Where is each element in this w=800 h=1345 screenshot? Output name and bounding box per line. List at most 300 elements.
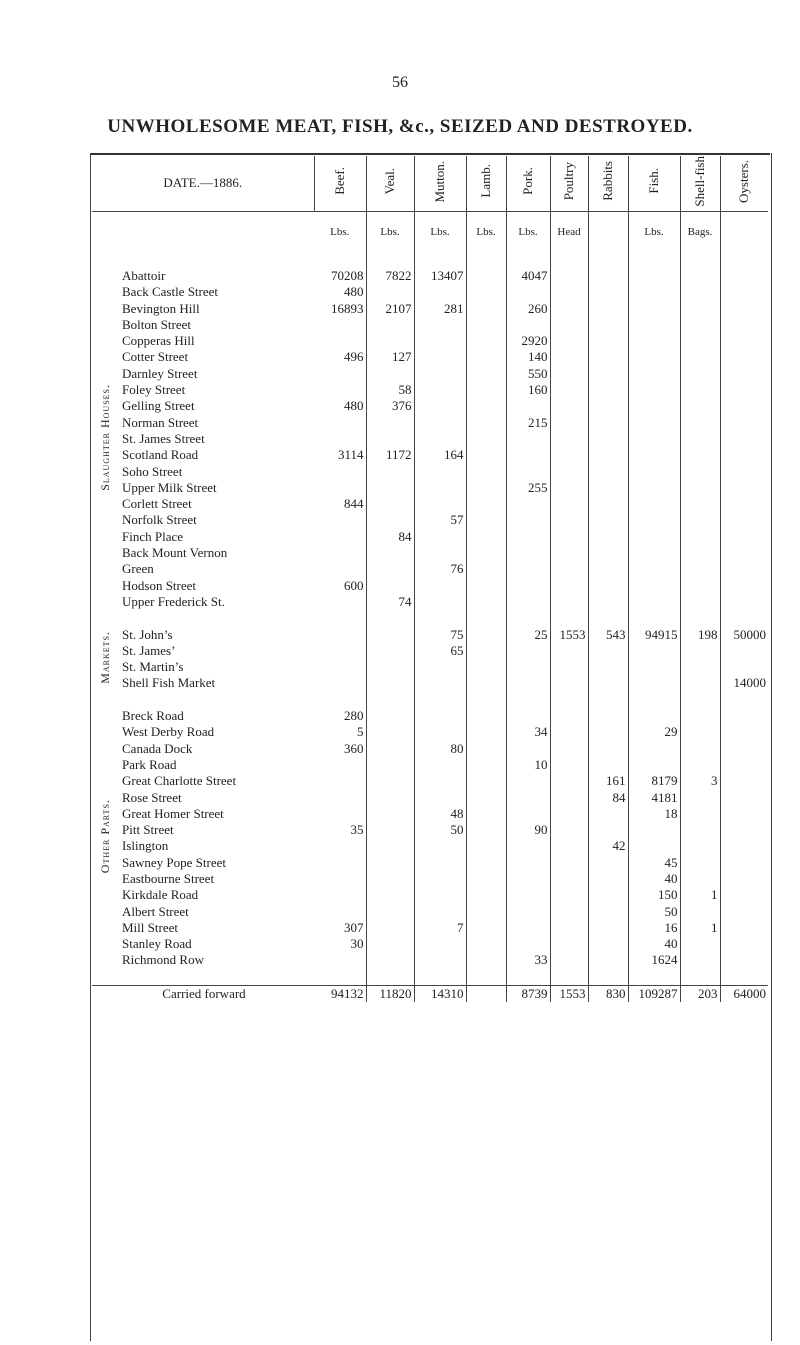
value-cell: [588, 529, 628, 545]
value-cell: [314, 480, 366, 496]
value-cell: [550, 415, 588, 431]
value-cell: [314, 529, 366, 545]
table-row: [92, 643, 768, 659]
value-cell: [628, 822, 680, 838]
value-cell: [680, 496, 720, 512]
value-cell: [680, 349, 720, 365]
value-cell: 58: [366, 382, 414, 398]
table-row: [92, 789, 768, 805]
value-cell: [506, 806, 550, 822]
value-cell: [550, 773, 588, 789]
value-cell: [588, 643, 628, 659]
table-row: [92, 447, 768, 463]
table-row: [92, 366, 768, 382]
value-cell: [588, 871, 628, 887]
value-cell: 25: [506, 626, 550, 642]
value-cell: [550, 545, 588, 561]
value-cell: [466, 594, 506, 610]
table-row: [92, 724, 768, 740]
value-cell: [720, 529, 768, 545]
value-cell: [588, 268, 628, 284]
place-name: Norfolk Street: [122, 512, 197, 528]
spacer-row: [92, 610, 768, 626]
place-name: St. James’: [122, 642, 176, 658]
value-cell: [506, 887, 550, 903]
value-cell: [414, 529, 466, 545]
value-cell: [466, 855, 506, 871]
place-name: Pitt Street: [122, 822, 174, 838]
value-cell: 84: [366, 529, 414, 545]
value-cell: [550, 431, 588, 447]
value-cell: [720, 333, 768, 349]
value-cell: [628, 740, 680, 756]
value-cell: [588, 333, 628, 349]
value-cell: [466, 643, 506, 659]
col-header-shellfish: Shell-fish: [692, 156, 707, 207]
table-row: [92, 333, 768, 349]
value-cell: [628, 349, 680, 365]
value-cell: [366, 903, 414, 919]
value-cell: 18: [628, 806, 680, 822]
value-cell: [588, 447, 628, 463]
value-cell: [680, 855, 720, 871]
value-cell: [680, 659, 720, 675]
value-cell: [720, 806, 768, 822]
place-name: Bevington Hill: [122, 300, 200, 316]
value-cell: [314, 871, 366, 887]
value-cell: [588, 496, 628, 512]
value-cell: [506, 871, 550, 887]
table-body: [92, 211, 768, 1002]
col-header-veal: Veal.: [382, 168, 397, 195]
value-cell: [720, 561, 768, 577]
place-name: St. Martin’s: [122, 659, 184, 675]
value-cell: [366, 317, 414, 333]
value-cell: [680, 838, 720, 854]
value-cell: [680, 806, 720, 822]
value-cell: [550, 936, 588, 952]
value-cell: 57: [414, 512, 466, 528]
value-cell: [588, 300, 628, 316]
value-cell: [680, 447, 720, 463]
value-cell: [720, 887, 768, 903]
value-cell: [550, 903, 588, 919]
place-name: Soho Street: [122, 463, 183, 479]
value-cell: [466, 773, 506, 789]
value-cell: [466, 659, 506, 675]
value-cell: [414, 952, 466, 968]
value-cell: [550, 300, 588, 316]
value-cell: [314, 594, 366, 610]
value-cell: [506, 545, 550, 561]
table-row: [92, 806, 768, 822]
value-cell: [314, 545, 366, 561]
value-cell: [720, 757, 768, 773]
value-cell: [466, 415, 506, 431]
value-cell: [366, 496, 414, 512]
value-cell: [466, 920, 506, 936]
value-cell: [720, 920, 768, 936]
value-cell: [366, 724, 414, 740]
value-cell: [588, 822, 628, 838]
value-cell: [628, 333, 680, 349]
value-cell: [466, 398, 506, 414]
value-cell: 70208: [314, 268, 366, 284]
value-cell: [414, 415, 466, 431]
value-cell: 844: [314, 496, 366, 512]
value-cell: [366, 708, 414, 724]
value-cell: [366, 431, 414, 447]
value-cell: [550, 366, 588, 382]
total-cell: [466, 985, 506, 1002]
value-cell: [506, 773, 550, 789]
value-cell: [414, 317, 466, 333]
value-cell: [680, 529, 720, 545]
value-cell: 84: [588, 789, 628, 805]
value-cell: 1553: [550, 626, 588, 642]
value-cell: [314, 643, 366, 659]
value-cell: [366, 789, 414, 805]
value-cell: [414, 708, 466, 724]
value-cell: [506, 317, 550, 333]
value-cell: 50000: [733, 626, 766, 642]
value-cell: 48: [414, 806, 466, 822]
value-cell: [628, 300, 680, 316]
value-cell: [466, 789, 506, 805]
value-cell: 94915: [628, 626, 680, 642]
total-cell: 14310: [414, 985, 466, 1002]
unit-label: [588, 211, 628, 252]
value-cell: [414, 578, 466, 594]
value-cell: [680, 268, 720, 284]
value-cell: [506, 789, 550, 805]
value-cell: [588, 740, 628, 756]
total-cell: 8739: [506, 985, 550, 1002]
place-name: Back Castle Street: [122, 284, 219, 300]
value-cell: [628, 268, 680, 284]
value-cell: [550, 398, 588, 414]
value-cell: [550, 920, 588, 936]
total-cell: 1553: [550, 985, 588, 1002]
value-cell: [720, 871, 768, 887]
value-cell: [466, 317, 506, 333]
value-cell: [720, 708, 768, 724]
value-cell: 150: [628, 887, 680, 903]
value-cell: [466, 431, 506, 447]
value-cell: [588, 903, 628, 919]
value-cell: [414, 594, 466, 610]
value-cell: 281: [414, 300, 466, 316]
value-cell: [680, 317, 720, 333]
value-cell: [466, 626, 506, 642]
value-cell: [366, 480, 414, 496]
value-cell: [366, 740, 414, 756]
value-cell: [506, 936, 550, 952]
place-name: Foley Street: [122, 382, 186, 398]
table-row: [92, 887, 768, 903]
value-cell: [680, 724, 720, 740]
value-cell: [414, 789, 466, 805]
value-cell: [414, 887, 466, 903]
value-cell: [720, 382, 768, 398]
units-row: [92, 211, 768, 252]
value-cell: [466, 757, 506, 773]
group-label-cell: [92, 708, 118, 969]
value-cell: 1172: [366, 447, 414, 463]
value-cell: [414, 496, 466, 512]
value-cell: [506, 708, 550, 724]
value-cell: [588, 431, 628, 447]
value-cell: [414, 366, 466, 382]
value-cell: [720, 317, 768, 333]
value-cell: [680, 545, 720, 561]
table-row: [92, 855, 768, 871]
value-cell: [680, 903, 720, 919]
value-cell: [314, 659, 366, 675]
value-cell: [628, 529, 680, 545]
value-cell: [466, 936, 506, 952]
table-row: [92, 496, 768, 512]
value-cell: 74: [366, 594, 414, 610]
value-cell: [588, 480, 628, 496]
value-cell: [506, 447, 550, 463]
value-cell: [506, 903, 550, 919]
value-cell: [680, 936, 720, 952]
value-cell: 16: [628, 920, 680, 936]
value-cell: [366, 366, 414, 382]
value-cell: [550, 952, 588, 968]
value-cell: [680, 284, 720, 300]
value-cell: [680, 578, 720, 594]
value-cell: [720, 463, 768, 479]
table-row: [92, 871, 768, 887]
place-name: St. John’s: [122, 626, 173, 642]
value-cell: [366, 463, 414, 479]
unit-label: Lbs.: [466, 211, 506, 252]
value-cell: [628, 838, 680, 854]
value-cell: [414, 333, 466, 349]
value-cell: [628, 545, 680, 561]
value-cell: 480: [314, 398, 366, 414]
value-cell: 307: [314, 920, 366, 936]
value-cell: [414, 284, 466, 300]
value-cell: [466, 561, 506, 577]
value-cell: [720, 594, 768, 610]
value-cell: [720, 431, 768, 447]
value-cell: 29: [628, 724, 680, 740]
value-cell: 30: [314, 936, 366, 952]
group-label-cell: [92, 626, 118, 691]
value-cell: [588, 936, 628, 952]
value-cell: [720, 855, 768, 871]
value-cell: [628, 757, 680, 773]
place-name: Darnley Street: [122, 365, 198, 381]
value-cell: [550, 724, 588, 740]
value-cell: [550, 512, 588, 528]
col-header-fish: Fish.: [646, 168, 661, 195]
place-name: Richmond Row: [122, 952, 204, 968]
value-cell: [414, 659, 466, 675]
value-cell: [506, 431, 550, 447]
table-row: [92, 529, 768, 545]
value-cell: [466, 382, 506, 398]
value-cell: [506, 284, 550, 300]
place-name: West Derby Road: [122, 724, 215, 740]
value-cell: 1624: [628, 952, 680, 968]
value-cell: [466, 887, 506, 903]
value-cell: 496: [314, 349, 366, 365]
value-cell: [366, 284, 414, 300]
value-cell: [680, 822, 720, 838]
value-cell: [588, 675, 628, 691]
value-cell: 76: [414, 561, 466, 577]
value-cell: [550, 789, 588, 805]
value-cell: [314, 675, 366, 691]
value-cell: [366, 415, 414, 431]
unit-label: Lbs.: [366, 211, 414, 252]
value-cell: [414, 431, 466, 447]
value-cell: [680, 643, 720, 659]
value-cell: [628, 382, 680, 398]
value-cell: [366, 578, 414, 594]
value-cell: [366, 333, 414, 349]
value-cell: 8179: [628, 773, 680, 789]
total-cell: 109287: [628, 985, 680, 1002]
place-name: Park Road: [122, 756, 177, 772]
group-name: Markets.: [98, 630, 112, 684]
table-row: [92, 300, 768, 316]
value-cell: [680, 463, 720, 479]
table-row: [92, 415, 768, 431]
unit-label: Lbs.: [414, 211, 466, 252]
value-cell: [466, 724, 506, 740]
col-header-rabbits: Rabbits: [600, 161, 615, 202]
value-cell: 50: [414, 822, 466, 838]
unit-label: Lbs.: [506, 211, 550, 252]
value-cell: 4047: [506, 268, 550, 284]
value-cell: [366, 822, 414, 838]
table-row: [92, 920, 768, 936]
total-cell: 11820: [366, 985, 414, 1002]
value-cell: [314, 903, 366, 919]
value-cell: [550, 871, 588, 887]
value-cell: [366, 659, 414, 675]
value-cell: [588, 366, 628, 382]
value-cell: [314, 431, 366, 447]
value-cell: 7822: [366, 268, 414, 284]
value-cell: [314, 366, 366, 382]
value-cell: [366, 626, 414, 642]
value-cell: [588, 659, 628, 675]
value-cell: [588, 349, 628, 365]
value-cell: [414, 545, 466, 561]
value-cell: [414, 675, 466, 691]
value-cell: 40: [628, 871, 680, 887]
value-cell: 50: [628, 903, 680, 919]
value-cell: 1: [680, 887, 720, 903]
value-cell: 255: [506, 480, 550, 496]
value-cell: [314, 806, 366, 822]
value-cell: [720, 936, 768, 952]
value-cell: 10: [506, 757, 550, 773]
value-cell: [314, 838, 366, 854]
value-cell: [506, 643, 550, 659]
value-cell: [506, 920, 550, 936]
value-cell: 16893: [314, 300, 366, 316]
value-cell: [628, 447, 680, 463]
value-cell: [466, 366, 506, 382]
total-cell: 94132: [314, 985, 366, 1002]
value-cell: [366, 936, 414, 952]
value-cell: [466, 496, 506, 512]
value-cell: 4181: [628, 789, 680, 805]
table-row: [92, 838, 768, 854]
value-cell: [720, 545, 768, 561]
value-cell: [720, 349, 768, 365]
value-cell: [506, 675, 550, 691]
value-cell: [466, 333, 506, 349]
value-cell: [680, 675, 720, 691]
value-cell: [466, 447, 506, 463]
table-row: [92, 578, 768, 594]
value-cell: [314, 561, 366, 577]
table-row: [92, 382, 768, 398]
group-name: Other Parts.: [98, 799, 112, 874]
value-cell: [588, 724, 628, 740]
value-cell: [466, 284, 506, 300]
value-cell: [550, 480, 588, 496]
value-cell: [414, 724, 466, 740]
value-cell: 198: [680, 626, 720, 642]
total-cell: 203: [680, 985, 720, 1002]
place-name: Islington: [122, 838, 169, 854]
value-cell: [588, 398, 628, 414]
value-cell: [466, 675, 506, 691]
value-cell: [588, 284, 628, 300]
total-cell: 830: [588, 985, 628, 1002]
value-cell: [628, 431, 680, 447]
value-cell: [506, 512, 550, 528]
unit-label: [720, 211, 768, 252]
value-cell: [628, 643, 680, 659]
value-cell: [680, 366, 720, 382]
group-name: Slaughter Houses.: [98, 383, 112, 491]
place-name: Shell Fish Market: [122, 675, 216, 691]
value-cell: [550, 675, 588, 691]
value-cell: [680, 561, 720, 577]
value-cell: [366, 920, 414, 936]
table-row: [92, 708, 768, 724]
value-cell: [720, 952, 768, 968]
value-cell: [314, 952, 366, 968]
value-cell: [680, 740, 720, 756]
value-cell: 280: [314, 708, 366, 724]
place-name: Gelling Street: [122, 398, 195, 414]
value-cell: [314, 317, 366, 333]
value-cell: [720, 268, 768, 284]
value-cell: [314, 773, 366, 789]
value-cell: [550, 740, 588, 756]
value-cell: [414, 855, 466, 871]
col-header-poultry: Poultry: [561, 162, 576, 201]
value-cell: [628, 398, 680, 414]
place-name: Canada Dock: [122, 740, 193, 756]
table-row: [92, 317, 768, 333]
value-cell: [720, 512, 768, 528]
value-cell: 3114: [314, 447, 366, 463]
value-cell: [720, 578, 768, 594]
place-name: Kirkdale Road: [122, 887, 199, 903]
